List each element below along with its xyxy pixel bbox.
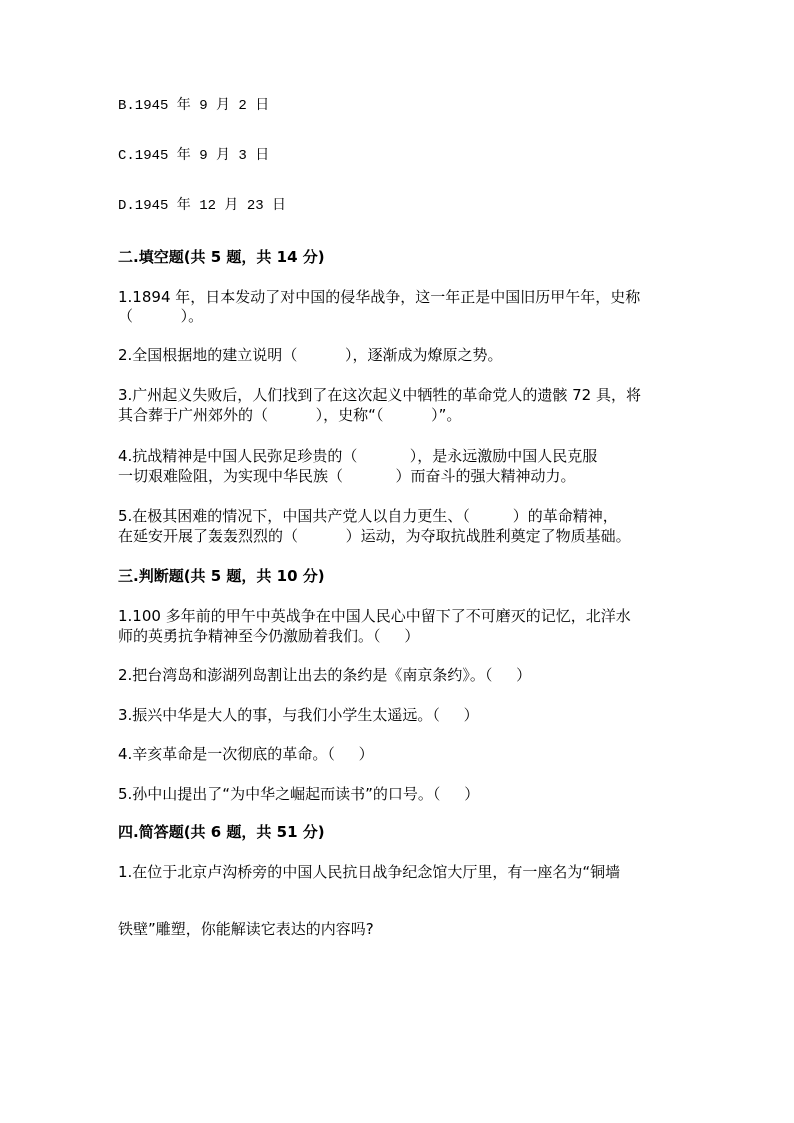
judge-question-1-line-1: 1.100 多年前的甲午中英战争在中国人民心中留下了不可磨灭的记忆，北洋水 xyxy=(118,607,631,625)
fill-question-1-line-1: 1.1894 年，日本发动了对中国的侵华战争，这一年正是中国旧历甲午年，史称 xyxy=(118,288,641,306)
fill-section-heading: 二.填空题(共 5 题，共 14 分) xyxy=(118,248,325,266)
fill-question-3-line-2: 其合葬于广州郊外的（ ），史称“（ ）”。 xyxy=(118,406,462,424)
option-c: C.1945 年 9 月 3 日 xyxy=(118,148,270,164)
judge-section-heading: 三.判断题(共 5 题，共 10 分) xyxy=(118,567,325,585)
fill-question-4-line-2: 一切艰难险阻，为实现中华民族（ ）而奋斗的强大精神动力。 xyxy=(118,467,576,485)
short-question-1-line-1: 1.在位于北京卢沟桥旁的中国人民抗日战争纪念馆大厅里，有一座名为“铜墙 xyxy=(118,863,621,881)
option-d: D.1945 年 12 月 23 日 xyxy=(118,198,287,214)
short-question-1-line-2: 铁壁”雕塑，你能解读它表达的内容吗? xyxy=(118,920,374,938)
fill-question-3-line-1: 3.广州起义失败后，人们找到了在这次起义中牺牲的革命党人的遗骸 72 具，将 xyxy=(118,386,641,404)
option-b: B.1945 年 9 月 2 日 xyxy=(118,98,270,114)
judge-question-4: 4.辛亥革命是一次彻底的革命。（ ） xyxy=(118,745,374,763)
fill-question-1-line-2: （ ）。 xyxy=(118,307,204,325)
judge-question-2: 2.把台湾岛和澎湖列岛割让出去的条约是《南京条约》。（ ） xyxy=(118,666,532,684)
judge-question-5: 5.孙中山提出了“为中华之崛起而读书”的口号。（ ） xyxy=(118,785,480,803)
fill-question-2: 2.全国根据地的建立说明（ ），逐渐成为燎原之势。 xyxy=(118,346,503,364)
judge-question-3: 3.振兴中华是大人的事，与我们小学生太遥远。（ ） xyxy=(118,706,479,724)
fill-question-5-line-2: 在延安开展了轰轰烈烈的（ ）运动，为夺取抗战胜利奠定了物质基础。 xyxy=(118,527,631,545)
fill-question-4-line-1: 4.抗战精神是中国人民弥足珍贵的（ ），是永远激励中国人民克服 xyxy=(118,447,598,465)
judge-question-1-line-2: 师的英勇抗争精神至今仍激励着我们。（ ） xyxy=(118,627,420,645)
fill-question-5-line-1: 5.在极其困难的情况下，中国共产党人以自力更生、（ ）的革命精神， xyxy=(118,507,618,525)
short-section-heading: 四.简答题(共 6 题，共 51 分) xyxy=(118,823,325,841)
